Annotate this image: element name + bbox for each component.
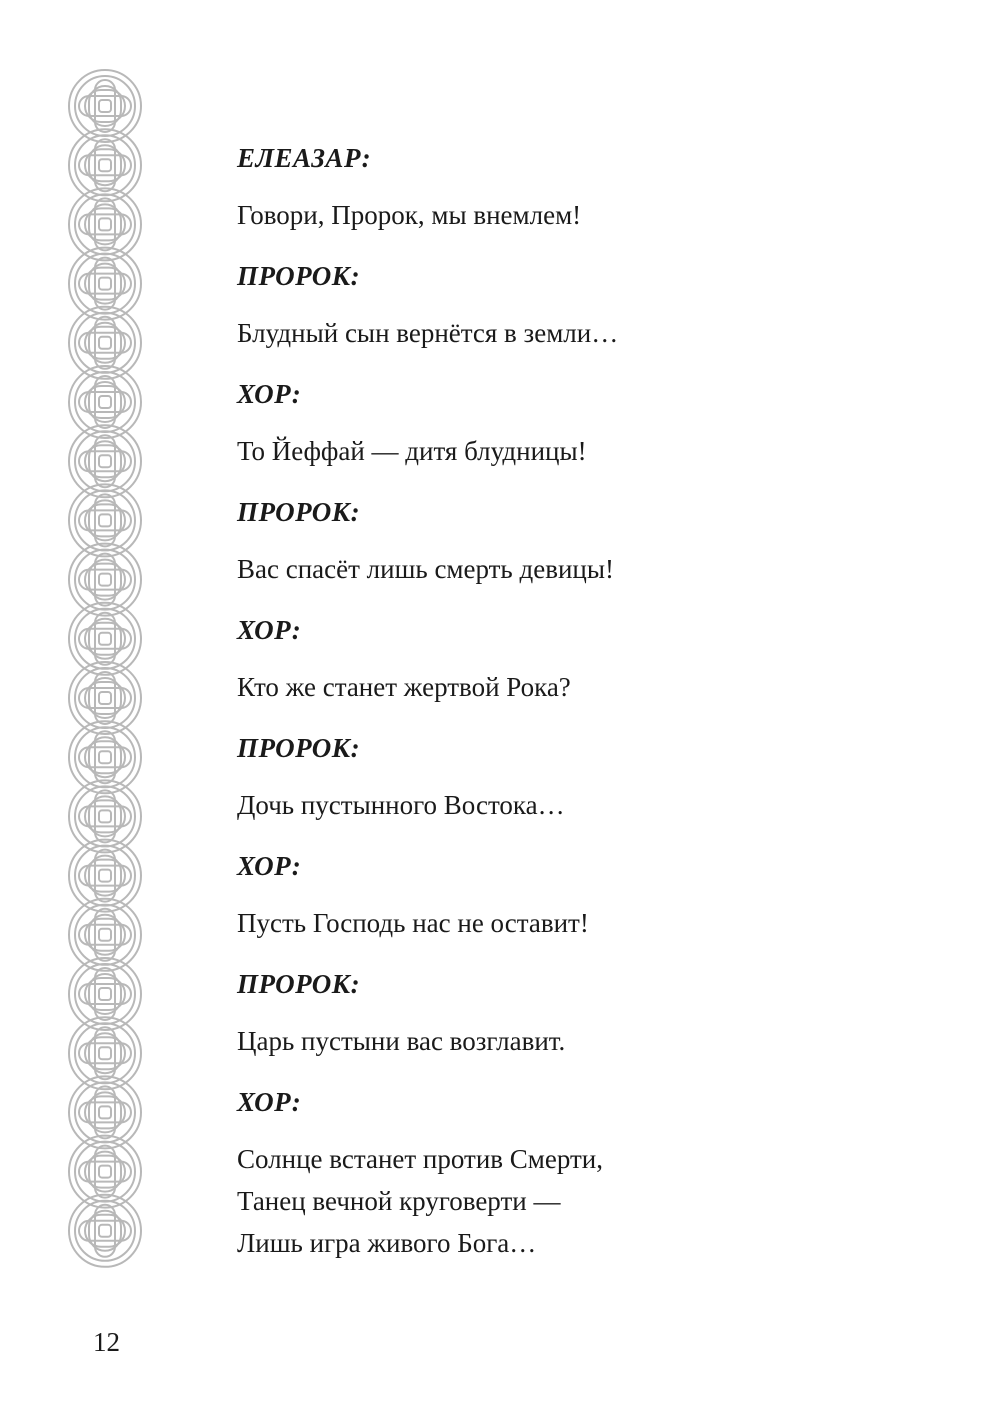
dialogue-line: Пусть Господь нас не оставит! — [237, 908, 589, 938]
celtic-knot-icon — [69, 1136, 141, 1208]
celtic-knot-column — [62, 66, 148, 1306]
speaker-name: ХОР: — [237, 1087, 302, 1117]
script-dialogue — [237, 138, 937, 1284]
celtic-knot-icon — [69, 366, 141, 438]
celtic-knot-icon — [69, 307, 141, 379]
dialogue-line: Дочь пустынного Востока… — [237, 790, 565, 820]
speaker-name: ХОР: — [237, 379, 302, 409]
dialogue-block — [237, 964, 937, 1061]
celtic-knot-icon — [69, 129, 141, 201]
dialogue-block — [237, 1082, 937, 1263]
speaker-name: ПРОРОК: — [237, 497, 361, 527]
dialogue-block — [237, 492, 937, 589]
ornament-border — [62, 66, 148, 1306]
speaker-name: ПРОРОК: — [237, 261, 361, 291]
celtic-knot-icon — [69, 1017, 141, 1089]
celtic-knot-icon — [69, 780, 141, 852]
dialogue-line: Лишь игра живого Бога… — [237, 1228, 537, 1258]
speaker-name: ХОР: — [237, 615, 302, 645]
celtic-knot-icon — [69, 188, 141, 260]
dialogue-block — [237, 728, 937, 825]
speaker-name: ХОР: — [237, 851, 302, 881]
dialogue-block — [237, 374, 937, 471]
dialogue-block — [237, 846, 937, 943]
dialogue-line: Говори, Пророк, мы внемлем! — [237, 200, 582, 230]
celtic-knot-icon — [69, 70, 141, 142]
celtic-knot-icon — [69, 248, 141, 320]
dialogue-line: Царь пустыни вас возглавит. — [237, 1026, 566, 1056]
celtic-knot-icon — [69, 662, 141, 734]
celtic-knot-icon — [69, 603, 141, 675]
celtic-knot-icon — [69, 1076, 141, 1148]
dialogue-block — [237, 138, 937, 235]
dialogue-line: Танец вечной круговерти — — [237, 1186, 561, 1216]
celtic-knot-icon — [69, 1195, 141, 1267]
celtic-knot-icon — [69, 721, 141, 793]
page-number: 12 — [93, 1327, 120, 1357]
dialogue-line: Блудный сын вернётся в земли… — [237, 318, 619, 348]
dialogue-line: Кто же станет жертвой Рока? — [237, 672, 571, 702]
dialogue-line: Вас спасёт лишь смерть девицы! — [237, 554, 614, 584]
celtic-knot-icon — [69, 958, 141, 1030]
celtic-knot-icon — [69, 899, 141, 971]
dialogue-line: Солнце встанет против Смерти, — [237, 1144, 603, 1174]
dialogue-block — [237, 610, 937, 707]
celtic-knot-icon — [69, 544, 141, 616]
celtic-knot-icon — [69, 425, 141, 497]
celtic-knot-icon — [69, 840, 141, 912]
dialogue-line: То Йеффай — дитя блудницы! — [237, 436, 587, 466]
speaker-name: ПРОРОК: — [237, 733, 361, 763]
dialogue-block — [237, 256, 937, 353]
speaker-name: ПРОРОК: — [237, 969, 361, 999]
celtic-knot-icon — [69, 484, 141, 556]
speaker-name: ЕЛЕАЗАР: — [237, 143, 372, 173]
